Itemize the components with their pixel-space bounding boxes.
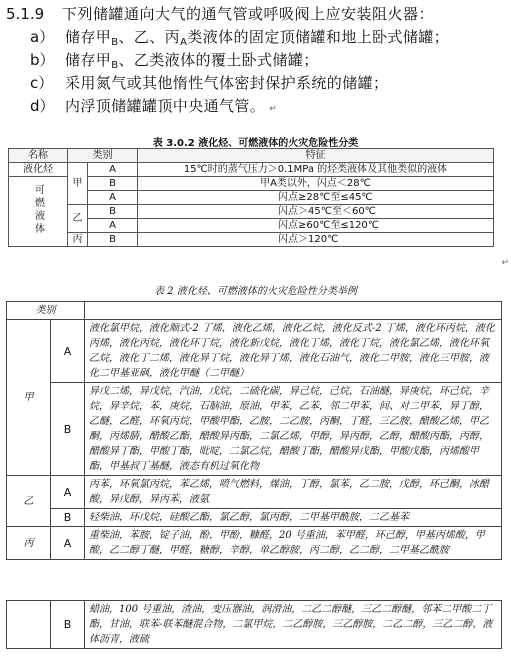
table-row: 丙 B 闪点＞120℃ — [9, 233, 494, 247]
header-feature: 特征 — [138, 149, 494, 163]
table2-caption: 表 2 液化烃、可燃液体的火灾危险性分类举例 — [154, 286, 357, 297]
header-category: 类别 — [7, 302, 85, 320]
table-row: 甲 A 液化氯甲烷，液化顺式-2 丁烯，液化乙烯，液化乙烷，液化反式-2 丁烯，液化环丙烷，液化丙烯，液化丙烷，液化环丁烷，液化新戊烷，液化丁烯，液化丁烷，液化氯乙烯，液化环氧乙烷，液化丁二烯，液化异丁烷，液化异丁烯，液化石油气，液化二甲胺，液化三甲胺，液化二甲基亚砜，液化甲醚（二甲醚） — [7, 320, 502, 383]
table-header-row — [9, 149, 494, 163]
liquefied-hydrocarbon-label: 液化烃 — [9, 163, 68, 177]
table-row: B 轻柴油，环戊烷，硅酸乙酯，氯乙醇，氯丙醇，二甲基甲酰胺，二乙基苯 — [7, 509, 502, 527]
class-bing: 丙 — [68, 233, 88, 247]
table-row: 乙 B 闪点＞45℃至＜60℃ — [9, 205, 494, 219]
hazard-example-table-continued — [6, 600, 502, 649]
table-header-row — [7, 302, 502, 320]
header-category: 类别 — [68, 149, 138, 163]
hazard-class-table — [8, 148, 494, 247]
table-row: B 异戊二烯，异戊烷，汽油，戊烷，二硫化碳，异己烷，己烷，石油醚，异庚烷，环己烷，辛烷，异辛烷，苯，庚烷，石脑油，原油，甲苯，乙苯，邻二甲苯，间、对二甲苯，异丁醇，乙醚，乙醛，环氧丙烷，甲酸甲酯，乙胺，二乙胺，丙酮，丁醛，三乙胺，醋酸乙烯，甲乙酮，丙烯腈，醋酸乙酯，醋酸异丙酯，二氯乙烯，甲醇，异丙醇，乙醇，醋酸丙酯，丙醇，醋酸异丁酯，甲酸丁酯，吡啶，二氯乙烷，醋酸丁酯，醋酸异戊酯，甲酸戊酯，丙烯酸甲酯，甲基叔丁基醚，液态有机过氧化物 — [7, 383, 502, 476]
return-mark: ↵ — [269, 104, 277, 114]
table-row: 乙 A 丙苯，环氧氯丙烷，苯乙烯，喷气燃料，煤油，丁醇，氯苯，乙二胺，戊醇，环己酮，冰醋酸，异戊醇，异丙苯，液氨 — [7, 476, 502, 509]
clause-item-a: a） 储存甲$_B$、乙、丙$_A$类液体的固定顶储罐和地上卧式储罐； — [30, 28, 450, 48]
class-jia: 甲 — [7, 320, 51, 476]
table-row: 可燃液体 B 甲A类以外，闪点＜28℃ — [9, 177, 494, 191]
clause-number: 5.1.9 — [6, 5, 45, 23]
table-row: A 闪点≥28℃至≤45℃ — [9, 191, 494, 205]
table1-caption: 表 3.0.2 液化烃、可燃液体的火灾危险性分类 — [152, 138, 359, 149]
clause-item-d: d） 内浮顶储罐罐顶中央通气管。 ↵ — [30, 97, 277, 115]
class-yi: 乙 — [68, 205, 88, 233]
table-row: 液化烃 甲 A 15℃时的蒸气压力＞0.1MPa 的烃类液体及其他类似的液体 — [9, 163, 494, 177]
table-row: B 蜡油，100 号重油，渣油，变压器油，润滑油，二乙二醇醚，三乙二醇醚，邻苯二甲酸二丁酯，甘油，联苯-联苯醚混合物，二氯甲烷，二乙醇胺，三乙醇胺，二乙二醇，三乙二醇，液体沥青，液硫 — [7, 601, 502, 649]
clause-item-c: c） 采用氮气或其他惰性气体密封保护系统的储罐； — [30, 74, 389, 92]
class-yi: 乙 — [7, 476, 51, 527]
class-bing: 丙 — [7, 527, 51, 560]
return-mark: ↵ — [501, 258, 509, 268]
clause-title: 下列储罐通向大气的通气管或呼吸阀上应安装阻火器： — [62, 5, 435, 23]
clause-item-b: b） 储存甲$_B$、乙类液体的覆土卧式储罐； — [30, 51, 319, 71]
hazard-example-table — [6, 301, 502, 560]
table-row: 丙 A 重柴油，苯胺，锭子油，酚，甲酚，糠醛，20 号重油，苯甲醛，环己醇，甲基丙烯酸，甲酸，乙二醇丁醚，甲醛，糖醇，辛醇，单乙醇胺，丙二醇，乙二醇，二甲基乙酰胺 — [7, 527, 502, 560]
header-name: 名称 — [9, 149, 68, 163]
class-jia: 甲 — [68, 163, 88, 205]
flammable-liquid-label: 可燃液体 — [9, 177, 68, 247]
table-row: A 闪点≥60℃至≤120℃ — [9, 219, 494, 233]
